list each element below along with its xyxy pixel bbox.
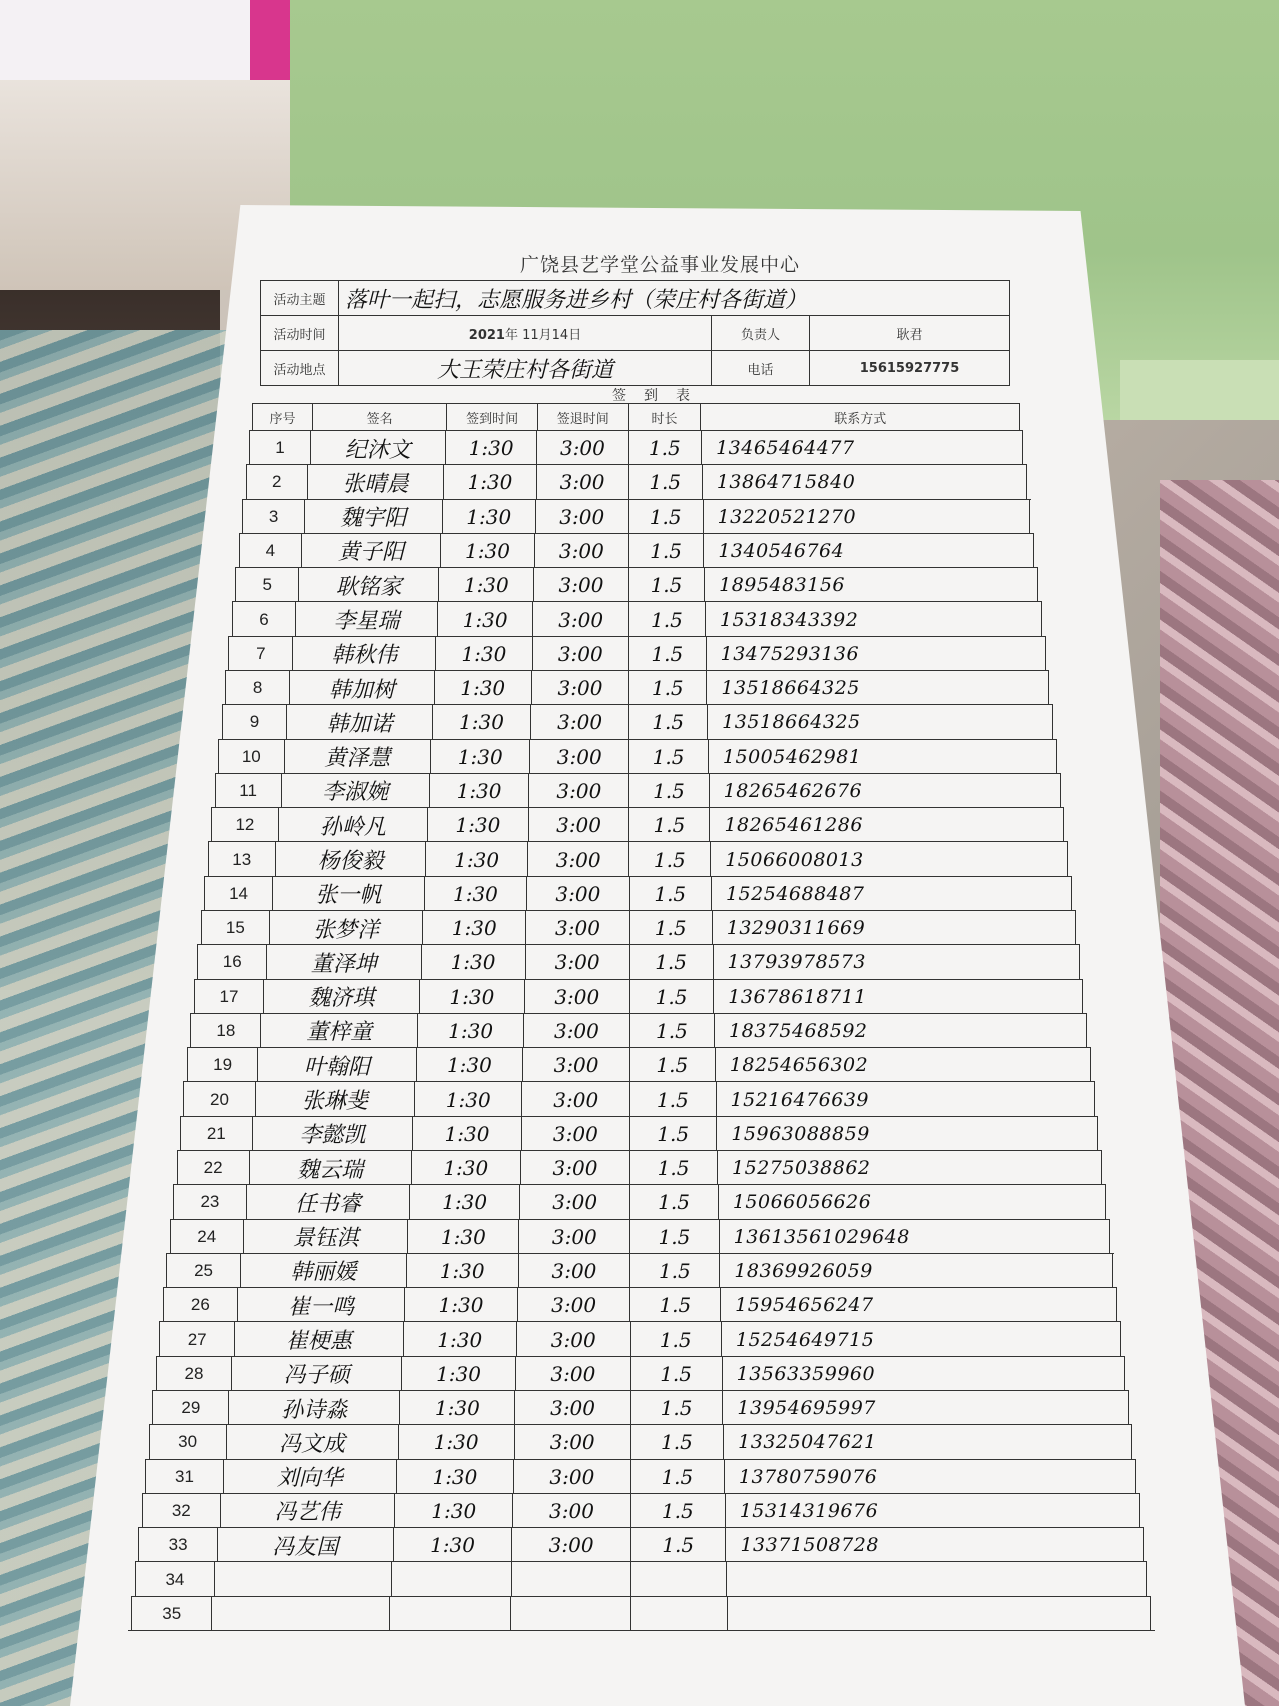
row-sign-out-time: 3:00 [528,808,629,842]
row-sign-in-time: 1:30 [411,1151,520,1185]
row-sign-in-time [391,1562,510,1596]
row-sign-out-time: 3:00 [525,911,628,945]
row-signature: 魏济琪 [263,980,419,1014]
table-row [163,1287,1118,1322]
row-number: 30 [149,1425,226,1459]
table-row [235,567,1038,602]
row-sign-in-time: 1:30 [442,500,535,534]
theme-value: 落叶一起扫，志愿服务进乡村（荣庄村各街道） [339,281,1010,316]
row-duration: 1.5 [630,1357,722,1391]
table-row [170,1219,1110,1254]
row-number: 3 [242,500,303,534]
row-number: 34 [135,1562,214,1596]
row-sign-out-time: 3:00 [516,1322,630,1356]
date-year: 2021 [468,327,505,343]
time-label: 活动时间 [261,316,339,351]
row-sign-in-time: 1:30 [396,1460,513,1494]
header-contact: 联系方式 [700,404,1019,431]
row-duration: 1.5 [629,1288,720,1322]
row-signature: 孙岭凡 [278,808,427,842]
table-row [190,1013,1087,1048]
row-duration: 1.5 [628,431,702,465]
row-sign-in-time: 1:30 [419,980,524,1014]
row-duration [630,1597,727,1631]
row-number: 6 [232,602,295,636]
row-number: 9 [222,705,287,739]
row-sign-out-time: 3:00 [526,877,628,911]
row-duration: 1.5 [629,1220,718,1254]
row-signature: 董梓童 [260,1014,417,1048]
row-number: 7 [228,637,292,671]
row-sign-out-time: 3:00 [518,1220,629,1254]
row-sign-in-time: 1:30 [429,774,529,808]
row-signature: 崔梗惠 [234,1322,402,1356]
row-sign-in-time: 1:30 [435,637,531,671]
row-signature: 韩丽媛 [240,1254,406,1288]
row-sign-in-time: 1:30 [401,1357,515,1391]
row-signature [214,1562,391,1596]
row-sign-in-time: 1:30 [438,568,533,602]
row-number: 8 [225,671,289,705]
row-duration: 1.5 [628,465,702,499]
row-contact: 13465464477 [701,431,1023,465]
table-row [149,1424,1133,1459]
row-signature: 李懿凯 [252,1117,413,1151]
row-signature: 纪沐文 [310,431,445,465]
table-row [138,1527,1143,1562]
row-number: 24 [170,1220,243,1254]
row-sign-out-time: 3:00 [518,1254,630,1288]
row-contact [726,1562,1147,1596]
row-duration: 1.5 [629,945,713,979]
row-duration: 1.5 [628,774,708,808]
row-number: 27 [159,1322,234,1356]
row-duration: 1.5 [630,1322,721,1356]
row-contact: 18254656302 [715,1048,1091,1082]
row-signature: 崔一鸣 [237,1288,404,1322]
table-row [197,944,1079,979]
row-duration: 1.5 [628,602,705,636]
header-sign-in-time: 签到时间 [446,404,537,431]
organization-title: 广饶县艺学堂公益事业发展中心 [519,254,800,276]
row-sign-out-time: 3:00 [533,568,628,602]
row-sign-out-time: 3:00 [532,637,628,671]
row-signature [211,1597,389,1631]
table-bottom-border [128,1630,1155,1631]
row-contact: 15254688487 [711,877,1072,911]
row-contact: 13518664325 [706,671,1049,705]
row-contact: 13518664325 [707,705,1053,739]
row-contact: 13475293136 [706,637,1046,671]
row-duration: 1.5 [629,980,714,1014]
row-sign-out-time: 3:00 [527,842,629,876]
row-duration: 1.5 [630,1494,725,1528]
row-signature: 张晴晨 [307,465,444,499]
row-contact: 13290311669 [712,911,1076,945]
row-duration: 1.5 [630,1528,726,1562]
row-sign-out-time [510,1597,630,1631]
row-number: 14 [204,877,272,911]
row-signature: 魏宇阳 [304,500,442,534]
row-number: 35 [131,1597,211,1631]
date-rest: 年 11月14日 [504,327,582,343]
table-row [218,739,1057,774]
table-row [166,1253,1113,1288]
row-sign-out-time: 3:00 [529,740,628,774]
row-number: 20 [183,1082,254,1116]
row-sign-in-time: 1:30 [404,1288,517,1322]
table-row [239,533,1034,568]
row-signature: 韩秋伟 [292,637,435,671]
row-number: 10 [218,740,283,774]
row-signature: 冯子硕 [231,1357,401,1391]
row-number: 33 [138,1528,216,1562]
row-sign-out-time: 3:00 [536,465,628,499]
table-row [173,1184,1106,1219]
row-signature: 叶翰阳 [257,1048,415,1082]
table-row [249,430,1023,465]
table-row [152,1390,1128,1425]
row-number: 16 [197,945,266,979]
row-sign-in-time: 1:30 [424,877,526,911]
header-duration: 时长 [628,404,701,431]
row-signature: 韩加树 [289,671,433,705]
row-sign-out-time: 3:00 [519,1185,629,1219]
row-signature: 杨俊毅 [275,842,426,876]
row-duration [630,1562,726,1596]
row-contact: 13613561029648 [719,1220,1110,1254]
place-value: 大王荣庄村各街道 [339,351,712,386]
row-number: 12 [211,808,278,842]
row-sign-out-time: 3:00 [535,500,628,534]
row-number: 1 [249,431,309,465]
row-duration: 1.5 [629,1117,716,1151]
row-signature: 孙诗淼 [228,1391,399,1425]
row-sign-out-time: 3:00 [532,602,628,636]
phone-value: 15615927775 [810,351,1010,386]
row-signature: 韩加诺 [286,705,432,739]
row-sign-in-time: 1:30 [416,1048,523,1082]
table-row [211,807,1064,842]
row-number: 26 [163,1288,237,1322]
row-sign-in-time: 1:30 [403,1322,517,1356]
row-contact: 13678618711 [713,980,1083,1014]
row-sign-in-time: 1:30 [398,1425,514,1459]
row-signature: 冯友国 [217,1528,393,1562]
row-sign-in-time: 1:30 [422,911,525,945]
table-row [135,1561,1148,1596]
row-sign-in-time: 1:30 [434,671,531,705]
row-signature: 刘向华 [223,1460,396,1494]
row-number: 28 [156,1357,232,1391]
row-sign-out-time: 3:00 [517,1288,630,1322]
row-signature: 张一帆 [272,877,424,911]
row-sign-in-time: 1:30 [427,808,528,842]
row-number: 15 [201,911,269,945]
row-duration: 1.5 [628,842,710,876]
row-signature: 冯文成 [226,1425,398,1459]
table-row [156,1356,1125,1391]
row-sign-out-time: 3:00 [520,1151,629,1185]
row-sign-in-time: 1:30 [440,534,534,568]
table-row [131,1596,1151,1631]
row-contact: 18265461286 [709,808,1064,842]
table-row [225,670,1049,705]
row-sign-out-time: 3:00 [522,1048,629,1082]
table-row [222,704,1054,739]
row-contact: 13371508728 [725,1528,1143,1562]
row-sign-in-time: 1:30 [443,465,535,499]
row-signature: 张琳斐 [255,1082,414,1116]
row-duration: 1.5 [628,671,706,705]
row-contact: 18369926059 [719,1254,1113,1288]
row-sign-out-time: 3:00 [525,945,629,979]
row-number: 29 [152,1391,228,1425]
table-row [246,464,1027,499]
table-row [159,1321,1121,1356]
row-sign-out-time: 3:00 [514,1391,629,1425]
table-row [183,1081,1094,1116]
row-contact: 13954695997 [722,1391,1128,1425]
row-number: 21 [180,1117,252,1151]
row-sign-out-time: 3:00 [521,1082,629,1116]
row-number: 32 [142,1494,220,1528]
table-row [194,979,1083,1014]
row-contact: 15005462981 [708,740,1057,774]
row-sign-in-time: 1:30 [425,842,527,876]
row-contact: 15275038862 [717,1151,1102,1185]
row-sign-in-time [389,1597,509,1631]
row-duration: 1.5 [628,637,706,671]
row-sign-out-time: 3:00 [511,1528,630,1562]
row-contact: 13563359960 [722,1357,1125,1391]
row-duration: 1.5 [629,877,711,911]
row-contact: 18265462676 [709,774,1061,808]
table-row [204,876,1072,911]
row-contact: 15254649715 [721,1322,1121,1356]
row-duration: 1.5 [628,534,704,568]
row-sign-out-time: 3:00 [513,1460,630,1494]
phone-label: 电话 [712,351,810,386]
row-duration: 1.5 [630,1460,724,1494]
table-row [145,1459,1136,1494]
row-number: 17 [194,980,263,1014]
row-duration: 1.5 [629,1254,719,1288]
row-number: 13 [208,842,275,876]
table-row [215,773,1061,808]
header-signature: 签名 [312,404,446,431]
row-contact: 15216476639 [716,1082,1095,1116]
row-signature: 任书睿 [246,1185,409,1219]
row-sign-in-time: 1:30 [412,1117,520,1151]
row-duration: 1.5 [628,568,704,602]
row-sign-in-time: 1:30 [430,740,529,774]
row-contact: 1895483156 [704,568,1038,602]
row-duration: 1.5 [629,911,712,945]
sign-in-sheet-label: 签到表 [612,388,708,404]
row-signature: 董泽坤 [266,945,420,979]
row-sign-in-time: 1:30 [445,431,536,465]
row-sign-out-time: 3:00 [524,980,629,1014]
row-sign-out-time [511,1562,630,1596]
table-row [228,636,1045,671]
row-contact: 15066008013 [710,842,1068,876]
row-duration: 1.5 [628,740,708,774]
row-contact [727,1597,1151,1631]
row-sign-out-time: 3:00 [534,534,628,568]
row-number: 5 [235,568,298,602]
row-signature: 李星瑞 [295,602,437,636]
table-row [180,1116,1098,1151]
theme-label: 活动主题 [261,281,339,316]
row-sign-in-time: 1:30 [409,1185,519,1219]
row-sign-out-time: 3:00 [523,1014,629,1048]
row-sign-in-time: 1:30 [406,1254,518,1288]
row-signature: 魏云瑞 [249,1151,411,1185]
row-sign-out-time: 3:00 [515,1357,629,1391]
row-signature: 黄泽慧 [284,740,431,774]
row-sign-in-time: 1:30 [432,705,530,739]
row-contact: 15314319676 [725,1494,1140,1528]
row-number: 4 [239,534,301,568]
leader-label: 负责人 [712,316,810,351]
row-sign-in-time: 1:30 [414,1082,522,1116]
row-duration: 1.5 [628,808,709,842]
row-contact: 15954656247 [720,1288,1117,1322]
row-sign-in-time: 1:30 [394,1494,512,1528]
row-number: 31 [145,1460,222,1494]
row-contact: 1340546764 [703,534,1034,568]
row-contact: 15963088859 [716,1117,1098,1151]
row-number: 22 [177,1151,249,1185]
row-duration: 1.5 [629,1151,717,1185]
row-sign-out-time: 3:00 [521,1117,629,1151]
table-row [177,1150,1103,1185]
header-sign-out-time: 签退时间 [537,404,628,431]
row-contact: 13325047621 [723,1425,1132,1459]
row-signature: 景钰淇 [243,1220,408,1254]
row-duration: 1.5 [628,705,707,739]
row-sign-out-time: 3:00 [530,705,628,739]
row-number: 19 [187,1048,258,1082]
row-contact: 13220521270 [703,500,1031,534]
row-number: 2 [246,465,307,499]
row-contact: 13864715840 [702,465,1027,499]
table-header-row [252,403,1020,431]
row-sign-out-time: 3:00 [514,1425,630,1459]
row-sign-in-time: 1:30 [437,602,533,636]
row-sign-out-time: 3:00 [528,774,628,808]
row-signature: 张梦洋 [269,911,422,945]
row-sign-out-time: 3:00 [531,671,628,705]
table-row [242,499,1030,534]
row-number: 11 [215,774,281,808]
row-contact: 13780759076 [724,1460,1136,1494]
row-contact: 13793978573 [713,945,1080,979]
row-signature: 李淑婉 [281,774,429,808]
table-row [201,910,1076,945]
row-sign-in-time: 1:30 [399,1391,514,1425]
row-duration: 1.5 [628,500,703,534]
row-signature: 耿铭家 [298,568,438,602]
row-sign-in-time: 1:30 [393,1528,512,1562]
row-contact: 18375468592 [714,1014,1087,1048]
row-sign-in-time: 1:30 [421,945,525,979]
table-row [232,601,1042,636]
row-sign-out-time: 3:00 [512,1494,630,1528]
row-duration: 1.5 [630,1425,723,1459]
table-row [142,1493,1140,1528]
row-duration: 1.5 [629,1185,718,1219]
row-number: 18 [190,1014,260,1048]
row-sign-in-time: 1:30 [407,1220,518,1254]
table-row [208,841,1069,876]
table-row [187,1047,1091,1082]
row-signature: 黄子阳 [301,534,440,568]
row-contact: 15066056626 [718,1185,1106,1219]
row-sign-out-time: 3:00 [536,431,627,465]
row-duration: 1.5 [629,1048,715,1082]
row-sign-in-time: 1:30 [417,1014,523,1048]
row-duration: 1.5 [629,1014,714,1048]
place-label: 活动地点 [261,351,339,386]
row-duration: 1.5 [629,1082,716,1116]
row-number: 25 [166,1254,240,1288]
row-duration: 1.5 [630,1391,723,1425]
row-contact: 15318343392 [705,602,1042,636]
row-signature: 冯艺伟 [220,1494,395,1528]
row-number: 23 [173,1185,246,1219]
header-number: 序号 [252,404,312,431]
leader-value: 耿君 [810,316,1010,351]
